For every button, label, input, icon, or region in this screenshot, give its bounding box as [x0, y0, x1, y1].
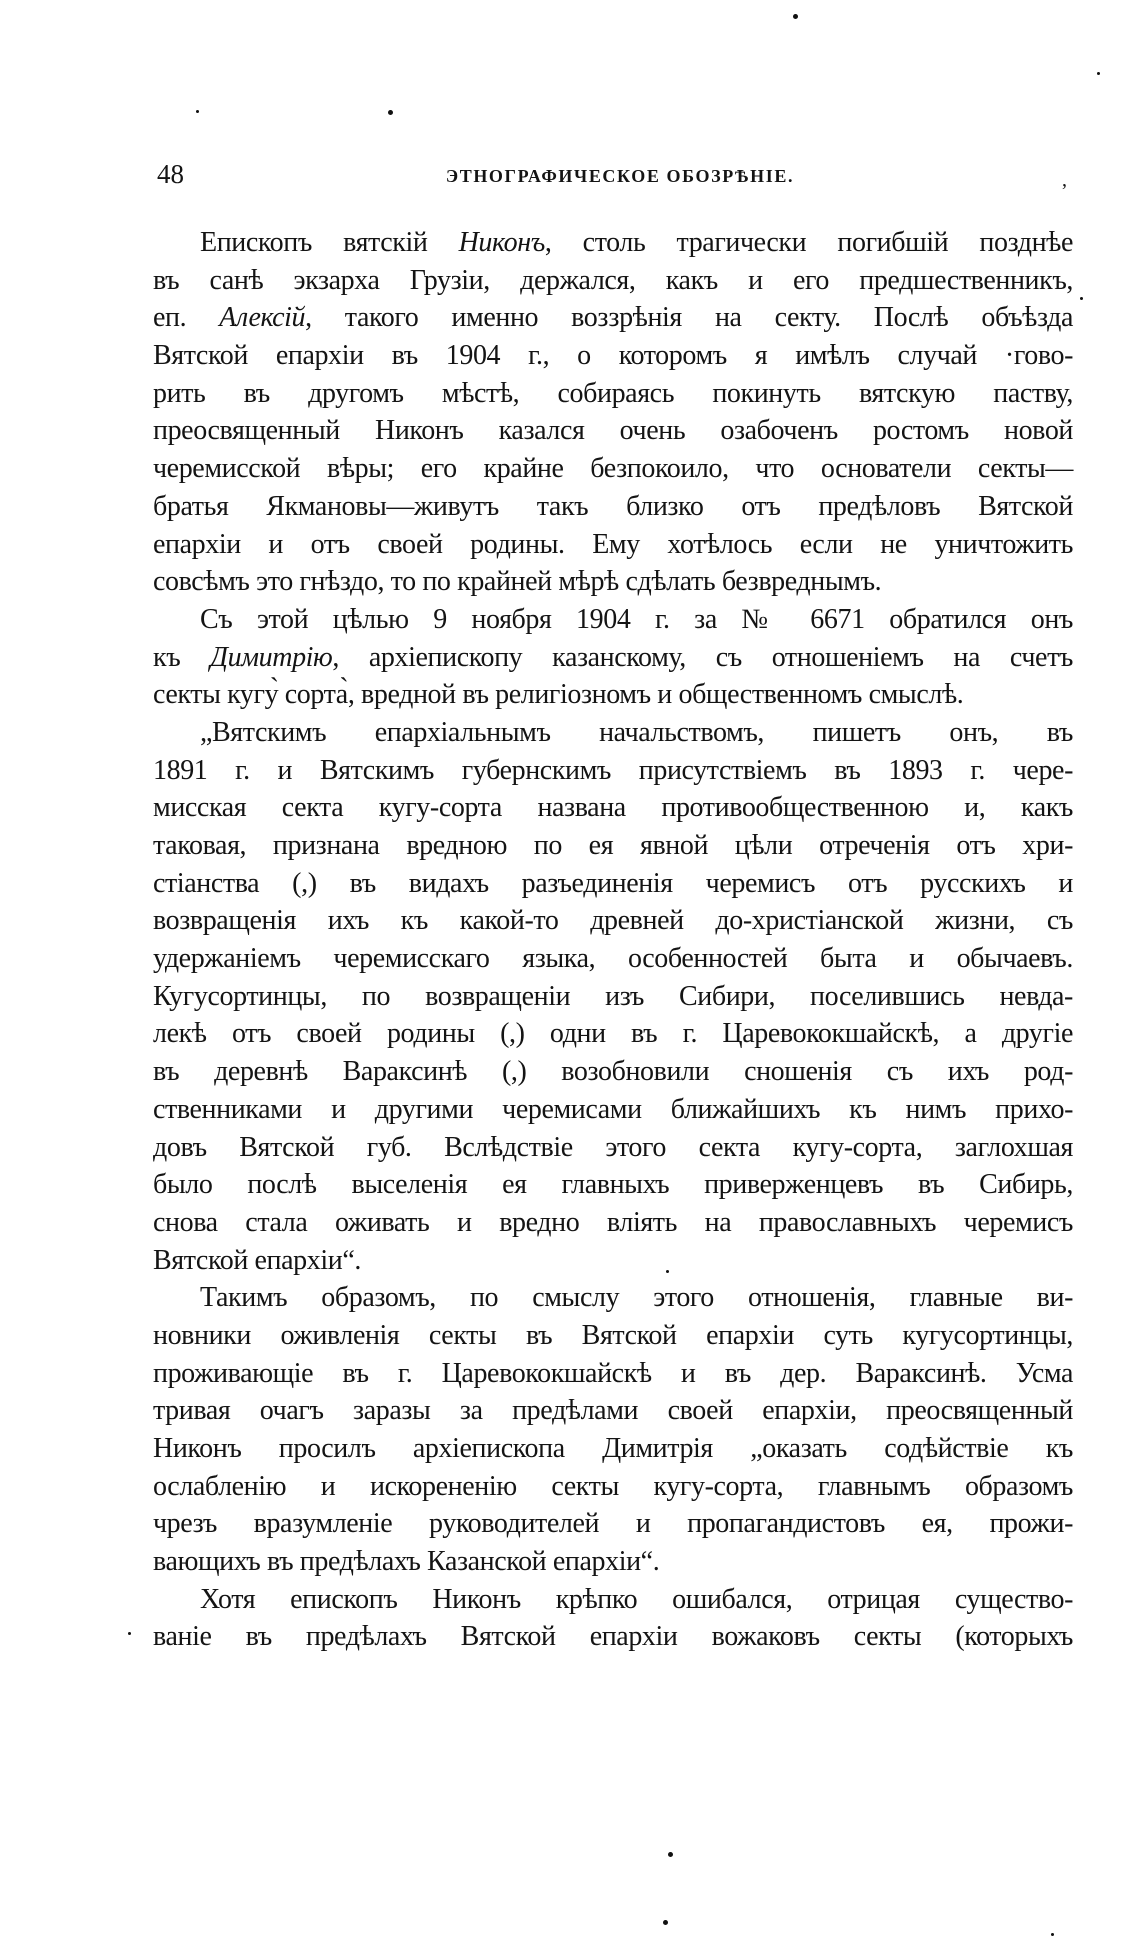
text-line: вающихъ въ предѣлахъ Казанской епархіи“.	[153, 1546, 660, 1578]
text-line: проживающіе въ г. Царевококшайскѣ и въ дер. Вараксинѣ. Усма	[153, 1357, 1073, 1389]
text-line: ваніе въ предѣлахъ Вятской епархіи вожаковъ секты (которыхъ	[153, 1621, 1073, 1653]
scan-speck	[1080, 297, 1083, 300]
text-line: 1891 г. и Вятскимъ губернскимъ присутствіемъ въ 1893 г. чере-	[153, 754, 1073, 786]
text-line	[153, 299, 1073, 337]
text-line	[153, 224, 1073, 262]
scan-speck	[128, 1632, 131, 1635]
text-line: черемисской вѣры; его крайне безпокоило, что основатели секты—	[153, 453, 1073, 485]
text-line: Съ этой цѣлью 9 ноября 1904 г. за № 6671 обратился онъ	[200, 603, 1073, 635]
text-line: снова стала оживать и вредно вліять на православныхъ черемисъ	[153, 1206, 1073, 1238]
text-line: удержаніемъ черемисскаго языка, особенностей быта и обычаевъ.	[153, 943, 1073, 975]
text-line: довъ Вятской губ. Вслѣдствіе этого секта кугу-сорта, заглохшая	[153, 1131, 1073, 1163]
scan-speck	[1051, 1933, 1054, 1936]
text-line: епархіи и отъ своей родины. Ему хотѣлось если не уничтожить	[153, 528, 1073, 560]
text-line: Такимъ образомъ, по смыслу этого отношенія, главные ви-	[200, 1282, 1073, 1314]
text-line: мисская секта кугу-сорта названа противообщественною и, какъ	[153, 792, 1073, 824]
page-number: 48	[157, 159, 184, 189]
text-line: „Вятскимъ епархіальнымъ начальствомъ, пишетъ онъ, въ	[200, 716, 1073, 748]
text-line: секты кугу̀ сорта̀, вредной въ религіозномъ и общественномъ смыслѣ.	[153, 679, 964, 711]
scan-speck	[196, 110, 199, 113]
scan-speck	[668, 1852, 673, 1857]
italic-name: Алексій	[219, 302, 306, 334]
text-line: было послѣ выселенія ея главныхъ приверженцевъ въ Сибирь,	[153, 1169, 1073, 1201]
text-line: братья Якмановы—живутъ такъ близко отъ предѣловъ Вятской	[153, 490, 1073, 522]
text-line: Вятской епархіи въ 1904 г., о которомъ я имѣлъ случай ·гово-	[153, 340, 1073, 372]
italic-name: Никонъ	[458, 227, 545, 258]
scan-speck	[388, 110, 393, 115]
header-mark: ‚	[1061, 169, 1068, 191]
text-run: еп.	[153, 302, 220, 334]
text-line: Вятской епархіи“.	[153, 1244, 361, 1276]
text-line: совсѣмъ это гнѣздо, то по крайней мѣрѣ сдѣлать безвреднымъ.	[153, 566, 882, 598]
text-line: Хотя епископъ Никонъ крѣпко ошибался, отрицая существо-	[200, 1583, 1073, 1615]
body-text	[153, 224, 1073, 1656]
text-line: въ деревнѣ Вараксинѣ (,) возобновили сношенія съ ихъ род-	[153, 1056, 1073, 1088]
text-line: ослабленію и искорененію секты кугу-сорта, главнымъ образомъ	[153, 1470, 1073, 1502]
text-line: тривая очагъ заразы за предѣлами своей епархіи, преосвященный	[153, 1395, 1073, 1427]
text-line: новники оживленія секты въ Вятской епархіи суть кугусортинцы,	[153, 1319, 1073, 1351]
text-line: Никонъ просилъ архіепископа Димитрія „оказать содѣйствіе къ	[153, 1433, 1073, 1464]
scan-speck	[1097, 72, 1100, 75]
text-run: Епископъ вятскій	[200, 227, 459, 258]
text-line: таковая, признана вредною по ея явной цѣли отреченія отъ хри-	[153, 830, 1073, 861]
text-line	[153, 639, 1073, 677]
text-run: , такого именно воззрѣнія на секту. Послѣ объѣзда	[305, 302, 1074, 334]
text-run: , архіепископу казанскому, съ отношеніемъ на счетъ	[332, 641, 1073, 673]
italic-name: Димитрію	[210, 641, 333, 673]
text-run: , столь трагически погибшій позднѣе	[544, 227, 1073, 258]
text-line: Кугусортинцы, по возвращеніи изъ Сибири, поселившись невда-	[153, 980, 1073, 1012]
running-title: ЭТНОГРАФИЧЕСКОЕ ОБОЗРѢНІЕ.	[445, 166, 795, 186]
text-line: лекѣ отъ своей родины (,) одни въ г. Царевококшайскѣ, а другіе	[153, 1018, 1073, 1050]
text-line: стіанства (,) въ видахъ разъединенія черемисъ отъ русскихъ и	[153, 867, 1073, 899]
text-line: возвращенія ихъ къ какой-то древней до-христіанской жизни, съ	[153, 905, 1073, 937]
text-line: ственниками и другими черемисами ближайшихъ къ нимъ прихо-	[153, 1093, 1073, 1125]
text-line: въ санѣ экзарха Грузіи, держался, какъ и его предшественникъ,	[153, 264, 1073, 296]
text-run: къ	[153, 641, 211, 673]
text-line: рить въ другомъ мѣстѣ, собираясь покинуть вятскую паству,	[153, 377, 1073, 409]
scan-speck	[793, 14, 798, 19]
text-line: преосвященный Никонъ казался очень озабоченъ ростомъ новой	[153, 415, 1073, 447]
scan-speck	[663, 1920, 668, 1925]
text-line: чрезъ вразумленіе руководителей и пропагандистовъ ея, прожи-	[153, 1508, 1073, 1540]
